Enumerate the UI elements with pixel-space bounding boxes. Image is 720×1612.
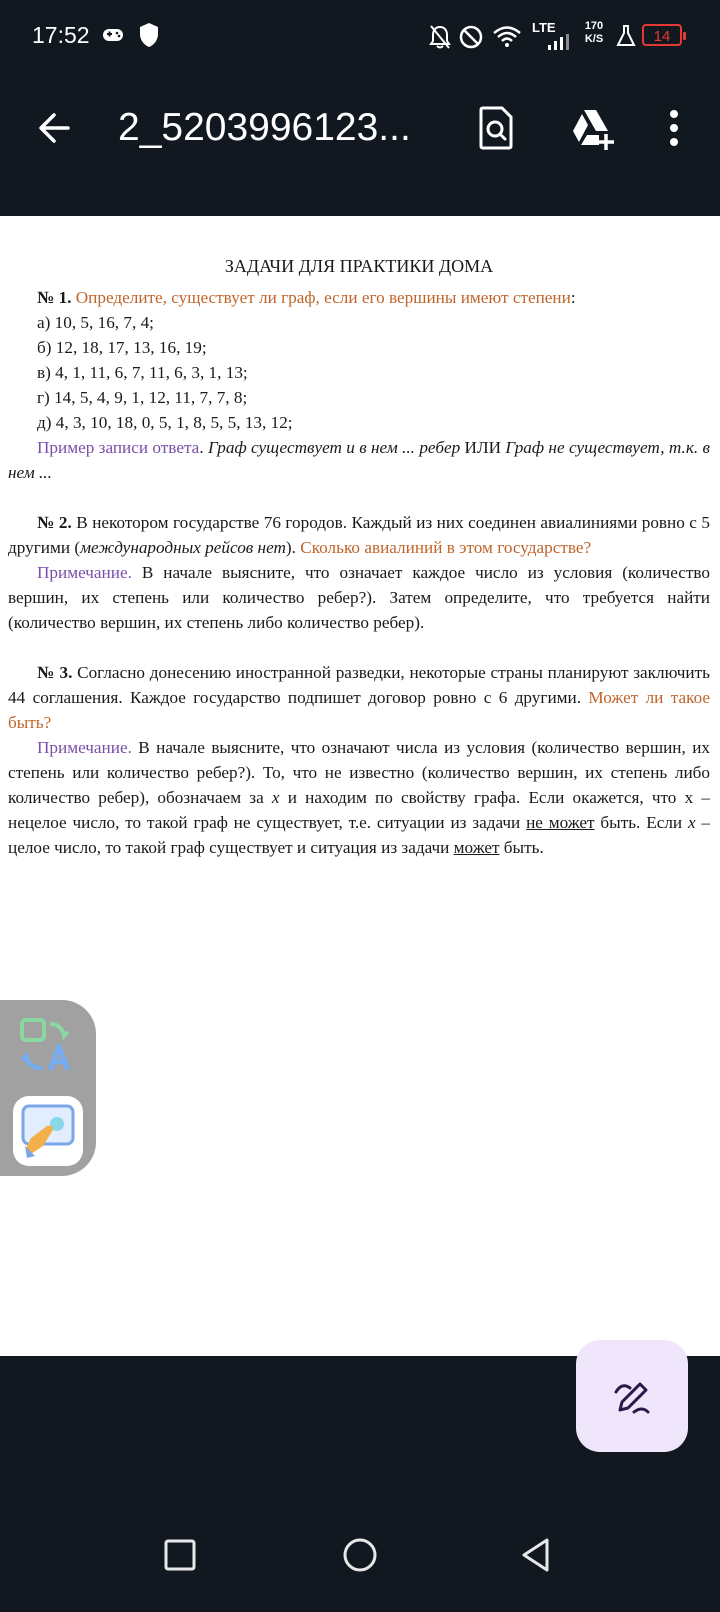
system-nav-bar: [0, 1500, 720, 1612]
task-1-colon: :: [570, 288, 576, 307]
note-text-4: – целое число, то такой граф существует и ситуация из задачи: [8, 813, 711, 857]
note-text-2: и находим по свойству графа. Если окажется, что х – нецелое число, то такой граф не существует, т.е. ситуации из задачи: [8, 788, 710, 832]
battery-indicator: 14: [642, 24, 682, 46]
task-2-number: № 2.: [37, 513, 72, 532]
edit-sparkle-icon: [612, 1376, 652, 1416]
floating-side-panel: [0, 1000, 96, 1176]
cannot-underlined: не может: [526, 813, 595, 832]
variable-x: x: [271, 788, 280, 807]
status-bar: [0, 0, 720, 72]
task-1-number: № 1.: [37, 288, 72, 307]
page-heading: ЗАДАЧИ ДЛЯ ПРАКТИКИ ДОМА: [224, 256, 494, 276]
task-2-statement: [8, 510, 710, 560]
task-2-note: [8, 560, 710, 635]
recents-button[interactable]: [155, 1530, 205, 1580]
task-3-question: Может ли такое быть?: [8, 688, 711, 732]
task-1-item: а) 10, 5, 16, 7, 4;: [37, 313, 154, 332]
note-label: Примечание.: [37, 738, 132, 757]
task-3-number: № 3.: [37, 663, 73, 682]
game-controller-icon: [102, 24, 124, 46]
add-to-drive-button[interactable]: [566, 102, 618, 154]
back-triangle-icon: [512, 1530, 562, 1580]
tap-assist-button[interactable]: [13, 1096, 83, 1166]
pdf-page[interactable]: [0, 216, 720, 1356]
task-2-italic: международных рейсов нет: [80, 538, 286, 557]
notifications-off-icon: [428, 24, 452, 50]
more-options-button[interactable]: [648, 102, 700, 154]
example-or: ИЛИ: [460, 438, 506, 457]
speed-value: 170: [584, 20, 604, 32]
task-3-note: [8, 735, 710, 860]
shield-icon: [138, 22, 160, 48]
task-3-text: Согласно донесению иностранной разведки, некоторые страны планируют заключить 44 соглашения. Каждое государство подпишет договор ровно с 6 другими.: [8, 663, 710, 707]
task-1-question: Определите, существует ли граф, если его вершины имеют степени: [75, 288, 571, 307]
task-1-item: б) 12, 18, 17, 13, 16, 19;: [37, 338, 207, 357]
back-button[interactable]: [30, 102, 82, 154]
speed-unit: K/S: [584, 33, 604, 45]
can-underlined: может: [453, 838, 500, 857]
example-text: Граф существует и в нем ... ребер: [207, 438, 461, 457]
variable-x: x: [687, 813, 696, 832]
note-text-3: быть. Если: [594, 813, 688, 832]
home-circle-icon: [335, 1530, 385, 1580]
task-1-example: [8, 435, 710, 485]
app-bar: [0, 72, 720, 216]
home-button[interactable]: [335, 1530, 385, 1580]
do-not-disturb-icon: [458, 24, 484, 50]
clock: 17:52: [32, 22, 90, 48]
example-label: Пример записи ответа: [37, 438, 200, 457]
wifi-icon: [492, 24, 522, 48]
network-speed: [580, 20, 608, 46]
note-text: В начале выясните, что означает каждое число из условия (количество вершин, их степень или количество ребер?). Затем определите, что требуется найти (количество вершин, их степень либо количество ребер).: [8, 563, 710, 632]
task-2-text-end: ).: [285, 538, 301, 557]
task-1-item: в) 4, 1, 11, 6, 7, 11, 6, 3, 1, 13;: [37, 363, 248, 382]
back-arrow-icon: [30, 102, 82, 154]
example-text-2: Граф не существует, т.к. в нем ...: [8, 438, 710, 482]
tap-assist-icon: [13, 1096, 83, 1166]
note-label: Примечание.: [37, 563, 132, 582]
example-dot: .: [199, 438, 208, 457]
drive-add-icon: [566, 102, 618, 154]
network-type: LTE: [532, 20, 556, 35]
task-1-statement: [8, 285, 710, 310]
task-2-text: В некотором государстве 76 городов. Каждый из них соединен авиалиниями ровно с 5 другими (: [8, 513, 710, 557]
search-in-document-button[interactable]: [470, 102, 522, 154]
search-document-icon: [470, 102, 522, 154]
note-text-5: быть.: [499, 838, 544, 857]
note-text-1: В начале выясните, что означают числа из условия (количество вершин, их степень или количество ребер?). То, что не известно (количество вершин, их степень либо количество ребер), обозначаем за: [8, 738, 710, 807]
edit-fab-button[interactable]: [576, 1340, 688, 1452]
document-title: 2_5203996123...: [118, 106, 411, 149]
translate-button[interactable]: [14, 1014, 78, 1078]
document-content: [8, 254, 710, 860]
spacer: [8, 485, 710, 510]
task-1-item: г) 14, 5, 4, 9, 1, 12, 11, 7, 7, 8;: [37, 388, 248, 407]
task-3-statement: [8, 660, 710, 735]
translate-icon: [14, 1014, 78, 1078]
task-1-item: д) 4, 3, 10, 18, 0, 5, 1, 8, 5, 5, 13, 12;: [37, 413, 293, 432]
lab-flask-icon: [616, 24, 636, 48]
task-2-question: Сколько авиалиний в этом государстве?: [300, 538, 592, 557]
signal-icon: [548, 34, 570, 50]
spacer: [8, 635, 710, 660]
more-vert-icon: [648, 102, 700, 154]
recents-square-icon: [155, 1530, 205, 1580]
back-nav-button[interactable]: [512, 1530, 562, 1580]
